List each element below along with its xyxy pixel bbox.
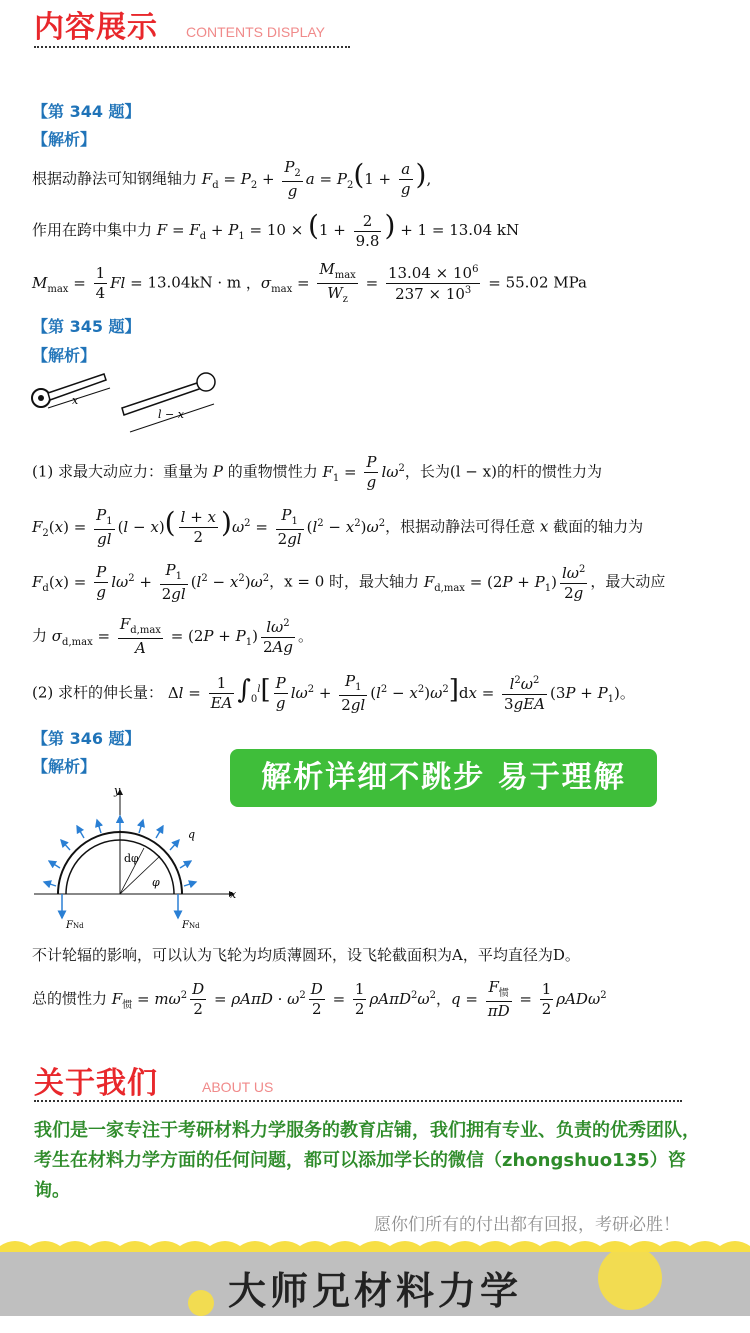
q344-line3-den: 237 × 10 [395,285,465,303]
q344-analysis-label: 【解析】 [32,130,97,149]
fig-label-q: q [188,828,196,841]
q344-line3 [32,262,587,305]
q346-ring-figure [34,782,244,932]
q344-line3-exp2: 3 [464,285,472,296]
fig-label-x: x [230,888,237,901]
fig-label-x: x [72,394,79,407]
mass-ball-icon [197,373,215,391]
fig-label-dphi: dφ [124,852,139,865]
q345-line4 [32,617,313,656]
q344-line3-exp1: 6 [472,264,479,275]
q344-line3-result: 55.02 MPa [505,273,587,292]
q344-line2 [32,209,520,250]
fig-label-fnd-right: FNd [182,920,200,931]
q344-line1-text: 根据动静法可知钢绳轴力 [32,169,198,188]
q346-line1: 不计轮辐的影响，可以认为飞轮为均质薄圆环，设飞轮截面积为A，平均直径为D。 [32,946,580,964]
q344-line3-num: 13.04 × 10 [387,264,473,282]
q346-line2-text: 总的惯性力 [32,989,108,1008]
q346-line2 [32,980,607,1019]
q345-line5-text: (2) 求杆的伸长量： [32,683,164,702]
q344-line3-formula-a: $M_{max}$ = $\frac{1}{4}$ Fl = [32,264,148,302]
footer-brand: 大师兄材料力学 [227,1268,522,1313]
q344-line3-formula-b: ，$\sigma_{max}$ = $\frac{M_{max}}{W_z}$ = $\frac{13.04 \times 10^6}{237 \times 10^3}$ = [245,260,506,305]
q345-rod-figure [28,368,228,444]
q345-line2: $F_2(x)$ = $\frac{P_1}{gl}$ (l − x)( $\frac{l + x}{2}$ )$\omega^2$ = $\frac{P_1}{2gl}$ $(l^2 - x^2)\omega^2$，根据动静法可得任意 x 截面的轴力为 [32,505,644,548]
q345-line3-text: ，x = 0 时，最大轴力 [269,572,420,591]
q346-label: 【第 346 题】 [32,729,141,748]
q345-line1-text: (1) 求最大动应力：重量为 [32,462,209,481]
q345-line2-text2: 截面的轴力为 [553,517,644,536]
hinge-dot-icon [38,395,44,401]
q345-line1-formula: $F_1$ = $\frac{P}{g}$ $l\omega^2$ [322,453,405,491]
q345-line4-formula: $\sigma_{d,max}$ = $\frac{F_{d,max}}{A}$ = $(2P + P_1)$ $\frac{l\omega^2}{2Ag}$ 。 [51,615,313,657]
q345-line4-text: 力 [32,626,48,645]
q346-line2-formula: $F_惯 = m\omega^2$ $\frac{D}{2}$ = $\rho A\pi D \cdot \omega^2$ $\frac{D}{2}$ = $\frac{1}{2}$ $\rho A\pi D^2\omega^2$，q = $\frac{F_惯}{\pi D}$ = $\frac{1}{2}$ ρADω$^2$ [111,978,607,1020]
q344-line1-formula: $F_d = P_2$ + $\frac{P_2}{g}$ $a = P_2(1$ + $\frac{a}{g}$ ), [201,157,432,200]
header-title: 内容展示 [34,10,158,45]
q345-line3-text2: ，最大动应 [590,572,666,591]
q346-analysis-label: 【解析】 [32,757,97,776]
q345-line3-formula2: $F_{d,max} = (2P + P_1)$ $\frac{l\omega^2}{2g}$ [423,563,586,602]
q345-line5-formula: Δl = $\frac{1}{EA}$ $\int_0^l$[ $\frac{P}{g}$ $l\omega^2$ + $\frac{P_1}{2gl}$ $(l^2 - x^2)\omega^2]dx$ = $\frac{l^2\omega^2}{\text{3gEA}}$ $(3P + P_1)$。 [167,672,635,714]
q345-line1-text3: ，长为(l − x)的杆的惯性力为 [404,462,602,481]
q345-line1-text2: 的重物惯性力 [227,462,318,481]
slogan-text: 愿你们所有的付出都有回报，考研必胜！ [374,1215,680,1235]
q344-label: 【第 344 题】 [32,102,141,121]
fig-label-phi: φ [152,876,160,889]
q345-analysis-label: 【解析】 [32,346,97,365]
q345-line3-formula: $F_d(x)$ = $\frac{P}{g}$ $l\omega^2$ + $\frac{P_1}{2gl}$ $(l^2 - x^2)\omega^2$ [32,561,270,603]
q345-line3 [32,563,665,602]
q345-line1: (1) 求最大动应力：重量为 P 的重物惯性力 $F_1$ = $\frac{P}{g}$ $l\omega^2$，长为(l − x)的杆的惯性力为 [32,453,602,491]
q344-line2-result: 13.04 kN [449,221,520,239]
fig-label-fnd-left: FNd [66,920,84,931]
q344-line2-formula: $F = F_d + P_1 = 10 \times (1$ + $\frac{2}{9.8}$ ) + 1 = [156,209,450,250]
header-divider [34,46,350,48]
q344-line2-text: 作用在跨中集中力 [32,221,153,239]
highlight-banner: 解析详细不跳步 易于理解 [230,749,657,807]
q345-line5 [32,674,635,713]
fig-label-y: y [114,784,121,797]
q345-line2-formula: $F_2(x)$ = $\frac{P_1}{gl}$ (l − x)( $\frac{l + x}{2}$ )$\omega^2$ = $\frac{P_1}{2gl}$ $(l^2 - x^2)\omega^2$ [32,505,386,548]
q344-line3-moment: 13.04kN · m [147,273,242,292]
q345-line2-text: ，根据动静法可得任意 [385,517,536,536]
about-title: 关于我们 [34,1066,158,1101]
about-divider [34,1100,682,1102]
about-description: 我们是一家专注于考研材料力学服务的教育店铺，我们拥有专业、负责的优秀团队，考生在材料力学方面的任何问题，都可以添加学长的微信（zhongshuo135）咨询。 [34,1120,700,1201]
fig-label-lx: l − x [158,408,184,421]
q345-label: 【第 345 题】 [32,317,141,336]
header-subtitle: CONTENTS DISPLAY [186,24,325,40]
q344-line1 [32,157,432,200]
about-subtitle: ABOUT US [202,1079,274,1095]
